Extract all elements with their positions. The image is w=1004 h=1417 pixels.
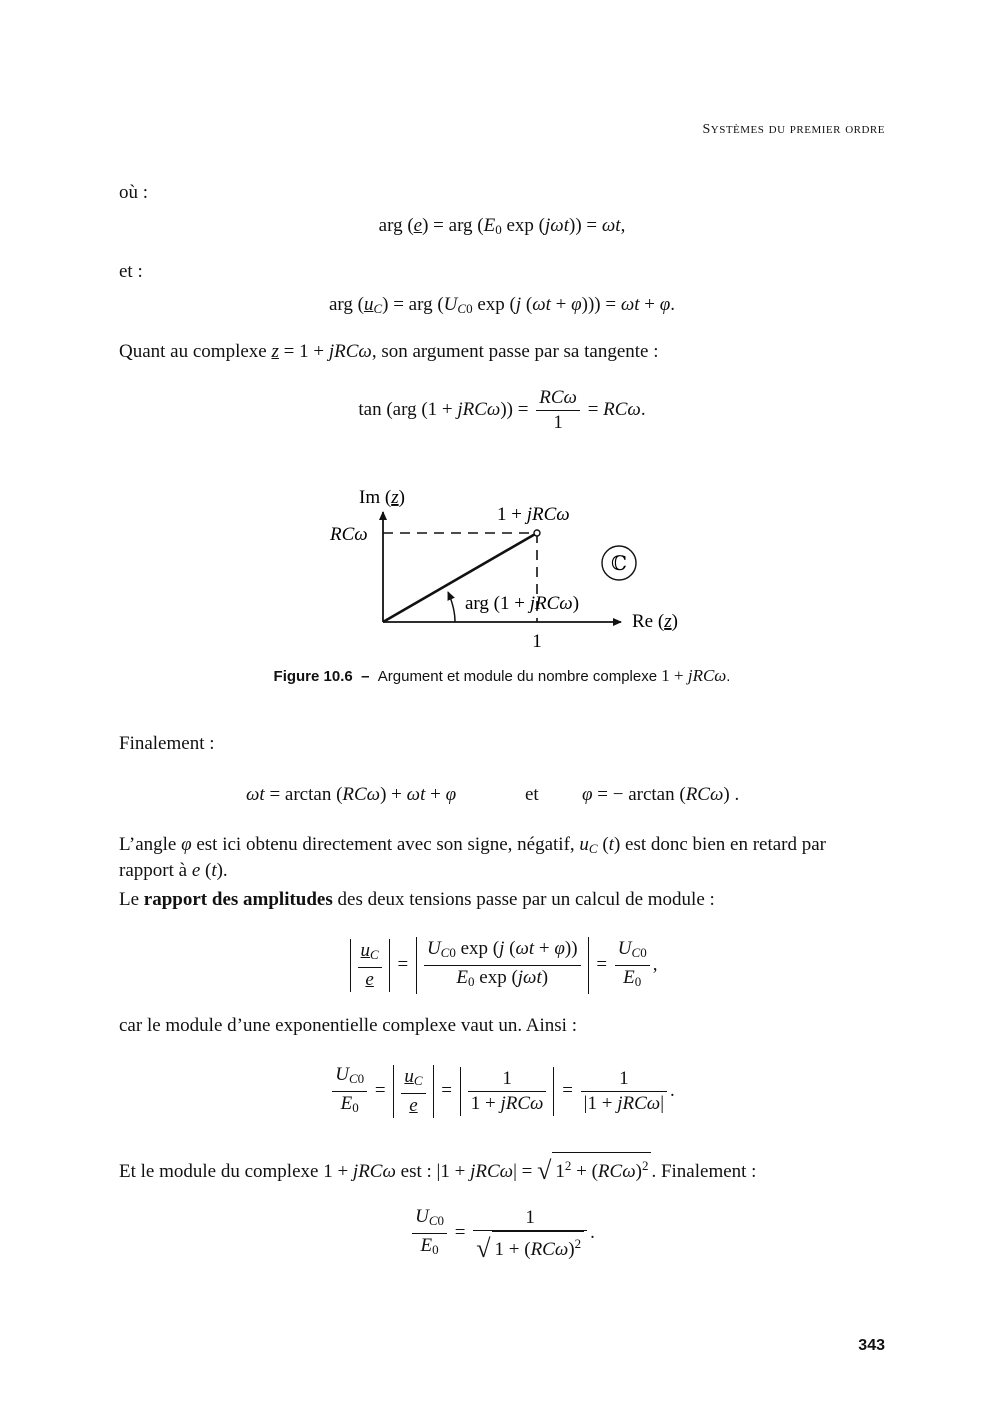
equation-module-ratio: $\frac{u_C}{e}$ = $\frac{U_{C0} \exp (j (\omega t + \varphi))}{E_0 \exp (j\omega t)}$ = $\frac{U_{C0}}{E_0}$ , (0, 937, 1004, 994)
equation-tan: tan (arg (1 + jRCω)) = $\frac{\text{RCω}}{1}$ = RCω. (358, 387, 646, 433)
paragraph-car: car le module d’une exponentielle complexe vaut un. Ainsi : (119, 1015, 577, 1036)
figure-caption: Figure 10.6 – Argument et module du nombre complexe 1 + jRCω. (273, 666, 731, 685)
equation-phase: ωt = arctan (RCω) + ωt + φ (246, 784, 457, 805)
angle-arc (448, 592, 455, 622)
point-marker (534, 530, 540, 536)
running-head: Systèmes du premier ordre (702, 121, 885, 137)
text-finalement: Finalement : (119, 733, 215, 754)
page-number: 343 (858, 1337, 885, 1354)
im-label: Im (z) (359, 487, 405, 508)
equation-amplitude-ratio: $\frac{U_{C0}}{E_0}$ = $\frac{u_C}{e}$ = $\frac{1}{\text{1 + jRCω}}$ = $\frac{1}{\text{|1 + jRCω|}}$ . (0, 1063, 1004, 1120)
paragraph-module: Et le module du complexe 1 + jRCω est : |1 + jRCω| = √ $1^2 + (RC\omega)^2$ . Finalement : (119, 1152, 756, 1185)
equation-phi: φ = − arctan (RCω) . (582, 784, 740, 805)
paragraph-rapport: Le rapport des amplitudes des deux tensions passe par un calcul de module : (119, 889, 715, 910)
figure-complex-plane (0, 470, 1004, 660)
equation-arg-uc: arg $(u_C)$ = arg ($U_{C0}$ exp (j (ωt + φ))) = ωt + φ. (328, 294, 676, 316)
re-label: Re (z) (632, 611, 678, 632)
point-label: 1 + jRCω (497, 504, 570, 525)
text-et: et : (119, 261, 143, 282)
equation-final: $\frac{U_{C0}}{E_0}$ = $\frac{1}{√ 1 + (RC\omega)^2}$ . (0, 1205, 1004, 1262)
x-tick-label: 1 (532, 631, 542, 652)
paragraph-quant: Quant au complexe z = 1 + jRCω, son argument passe par sa tangente : (119, 341, 659, 362)
complex-set-symbol: ℂ (611, 553, 627, 575)
text-et-inline: et (525, 784, 539, 805)
angle-label: arg (1 + jRCω) (465, 593, 580, 614)
text-ou: où : (119, 182, 149, 203)
equation-arg-e: arg (e) = arg ($E_0$ exp (jωt)) = ωt, (378, 215, 626, 237)
y-label: RCω (330, 524, 368, 545)
paragraph-angle: L’angle φ est ici obtenu directement avec son signe, négatif, $u_C$ (t) est donc bien en retard par (119, 834, 827, 856)
paragraph-angle-cont: rapport à e (t). (119, 860, 228, 881)
